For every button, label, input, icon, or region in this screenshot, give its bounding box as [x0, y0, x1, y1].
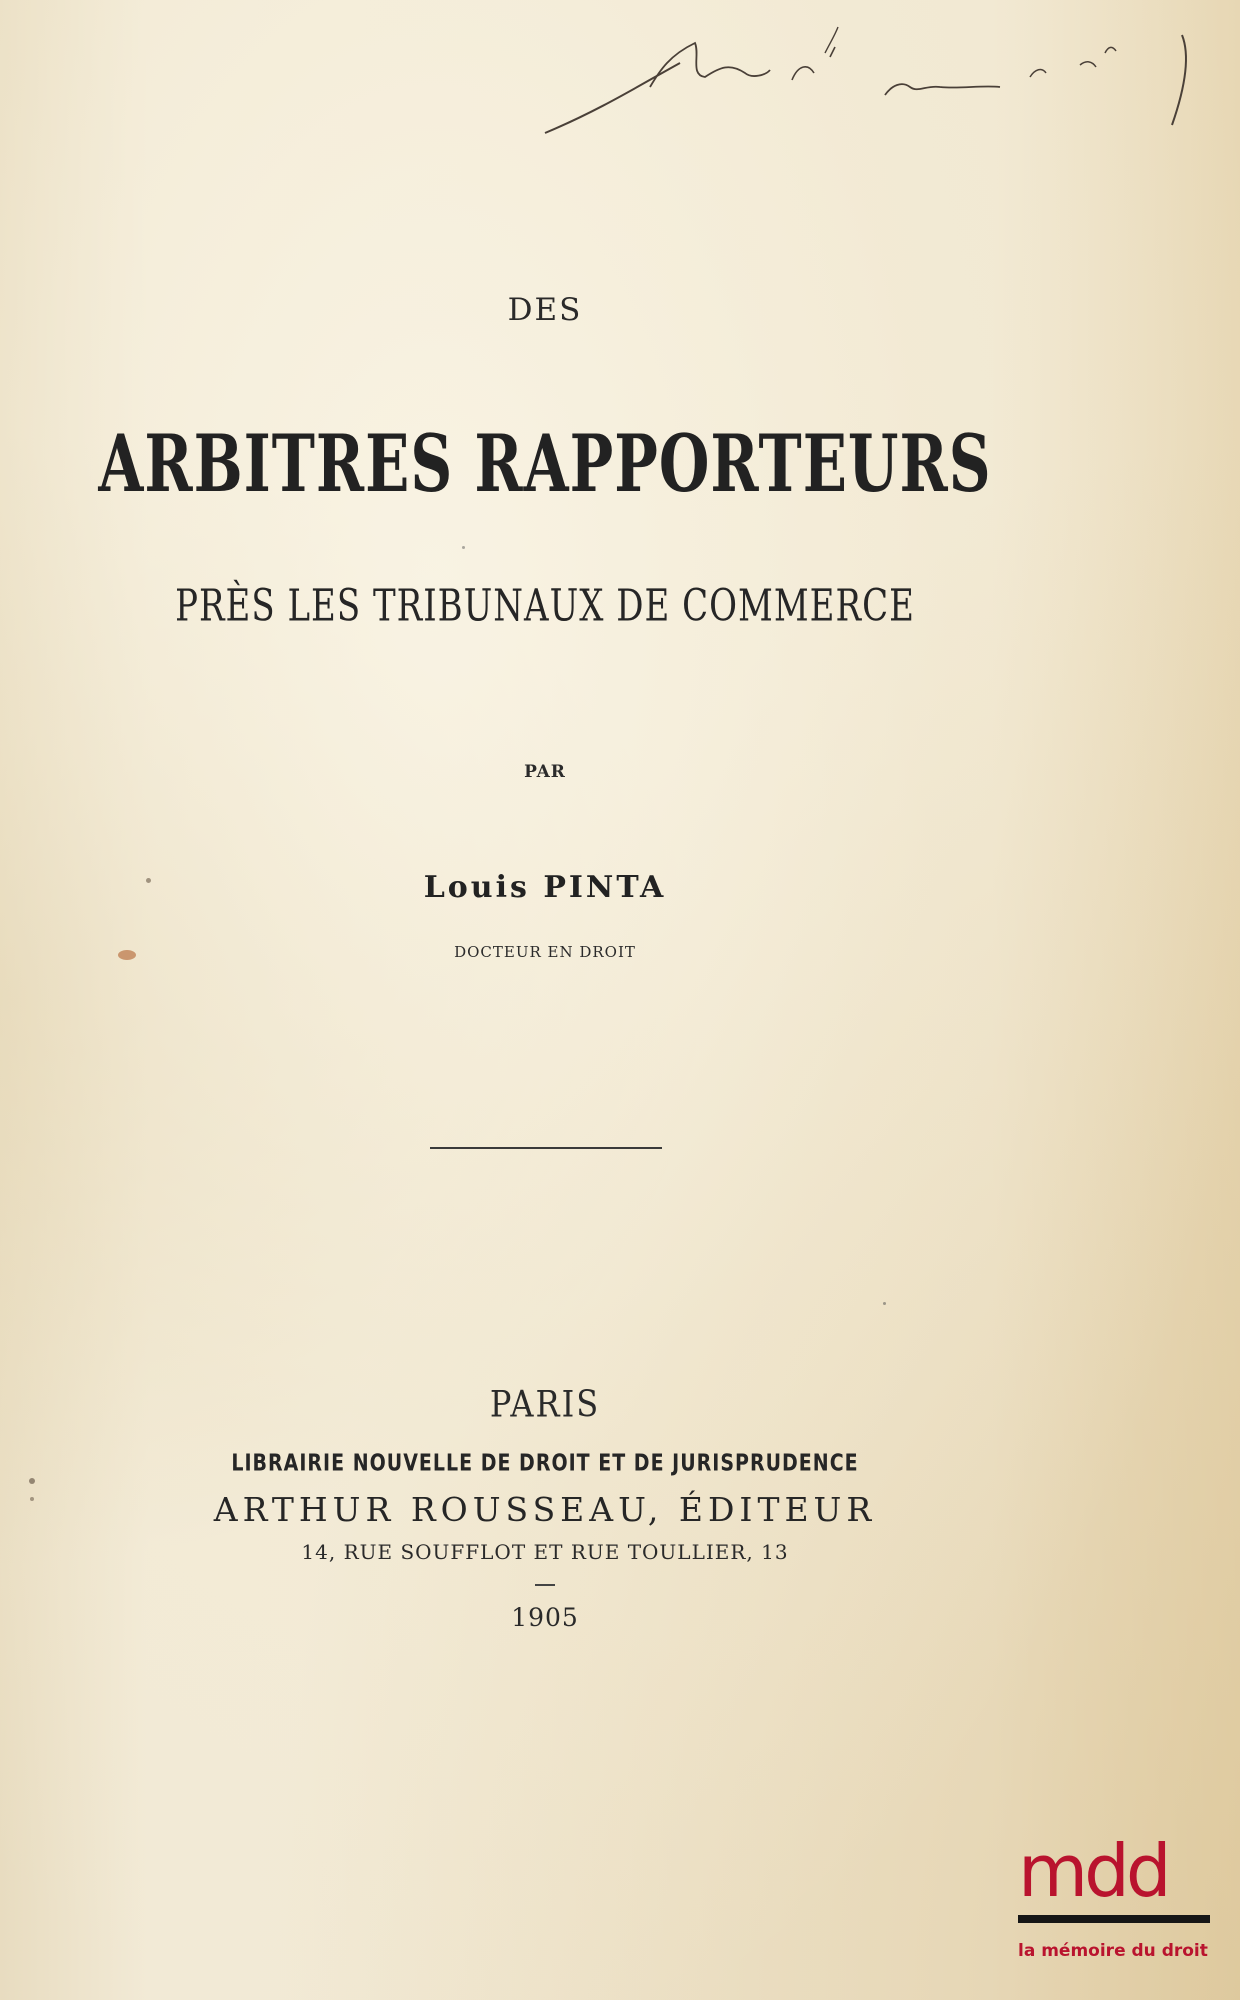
- handwritten-annotation: [530, 15, 1210, 150]
- title-prefix: DES: [507, 292, 583, 328]
- publisher-name: LIBRAIRIE NOUVELLE DE DROIT ET DE JURISPRUDENCE: [231, 1450, 859, 1477]
- editor-name: ARTHUR ROUSSEAU, ÉDITEUR: [213, 1490, 877, 1529]
- divider-rule: [430, 1147, 662, 1149]
- logo-mark-text: mdd: [1018, 1829, 1168, 1913]
- imprint-city: PARIS: [489, 1382, 601, 1426]
- mdd-watermark-logo: [1012, 1829, 1222, 1980]
- logo-tagline: la mémoire du droit: [1018, 1941, 1208, 1961]
- author-name: Louis PINTA: [423, 870, 667, 905]
- main-title: ARBITRES RAPPORTEURS: [98, 418, 992, 510]
- publication-year: 1905: [511, 1603, 579, 1632]
- logo-underline: [1018, 1915, 1210, 1923]
- short-dash: [535, 1584, 555, 1586]
- publisher-address: 14, RUE SOUFFLOT ET RUE TOULLIER, 13: [301, 1540, 789, 1564]
- paper-speck: [29, 1478, 35, 1484]
- by-label: PAR: [524, 762, 566, 782]
- subtitle: PRÈS LES TRIBUNAUX DE COMMERCE: [175, 580, 915, 632]
- author-credential: DOCTEUR EN DROIT: [454, 943, 636, 961]
- logo-mark: [1018, 1829, 1222, 1913]
- paper-speck: [883, 1302, 886, 1305]
- paper-speck: [462, 546, 465, 549]
